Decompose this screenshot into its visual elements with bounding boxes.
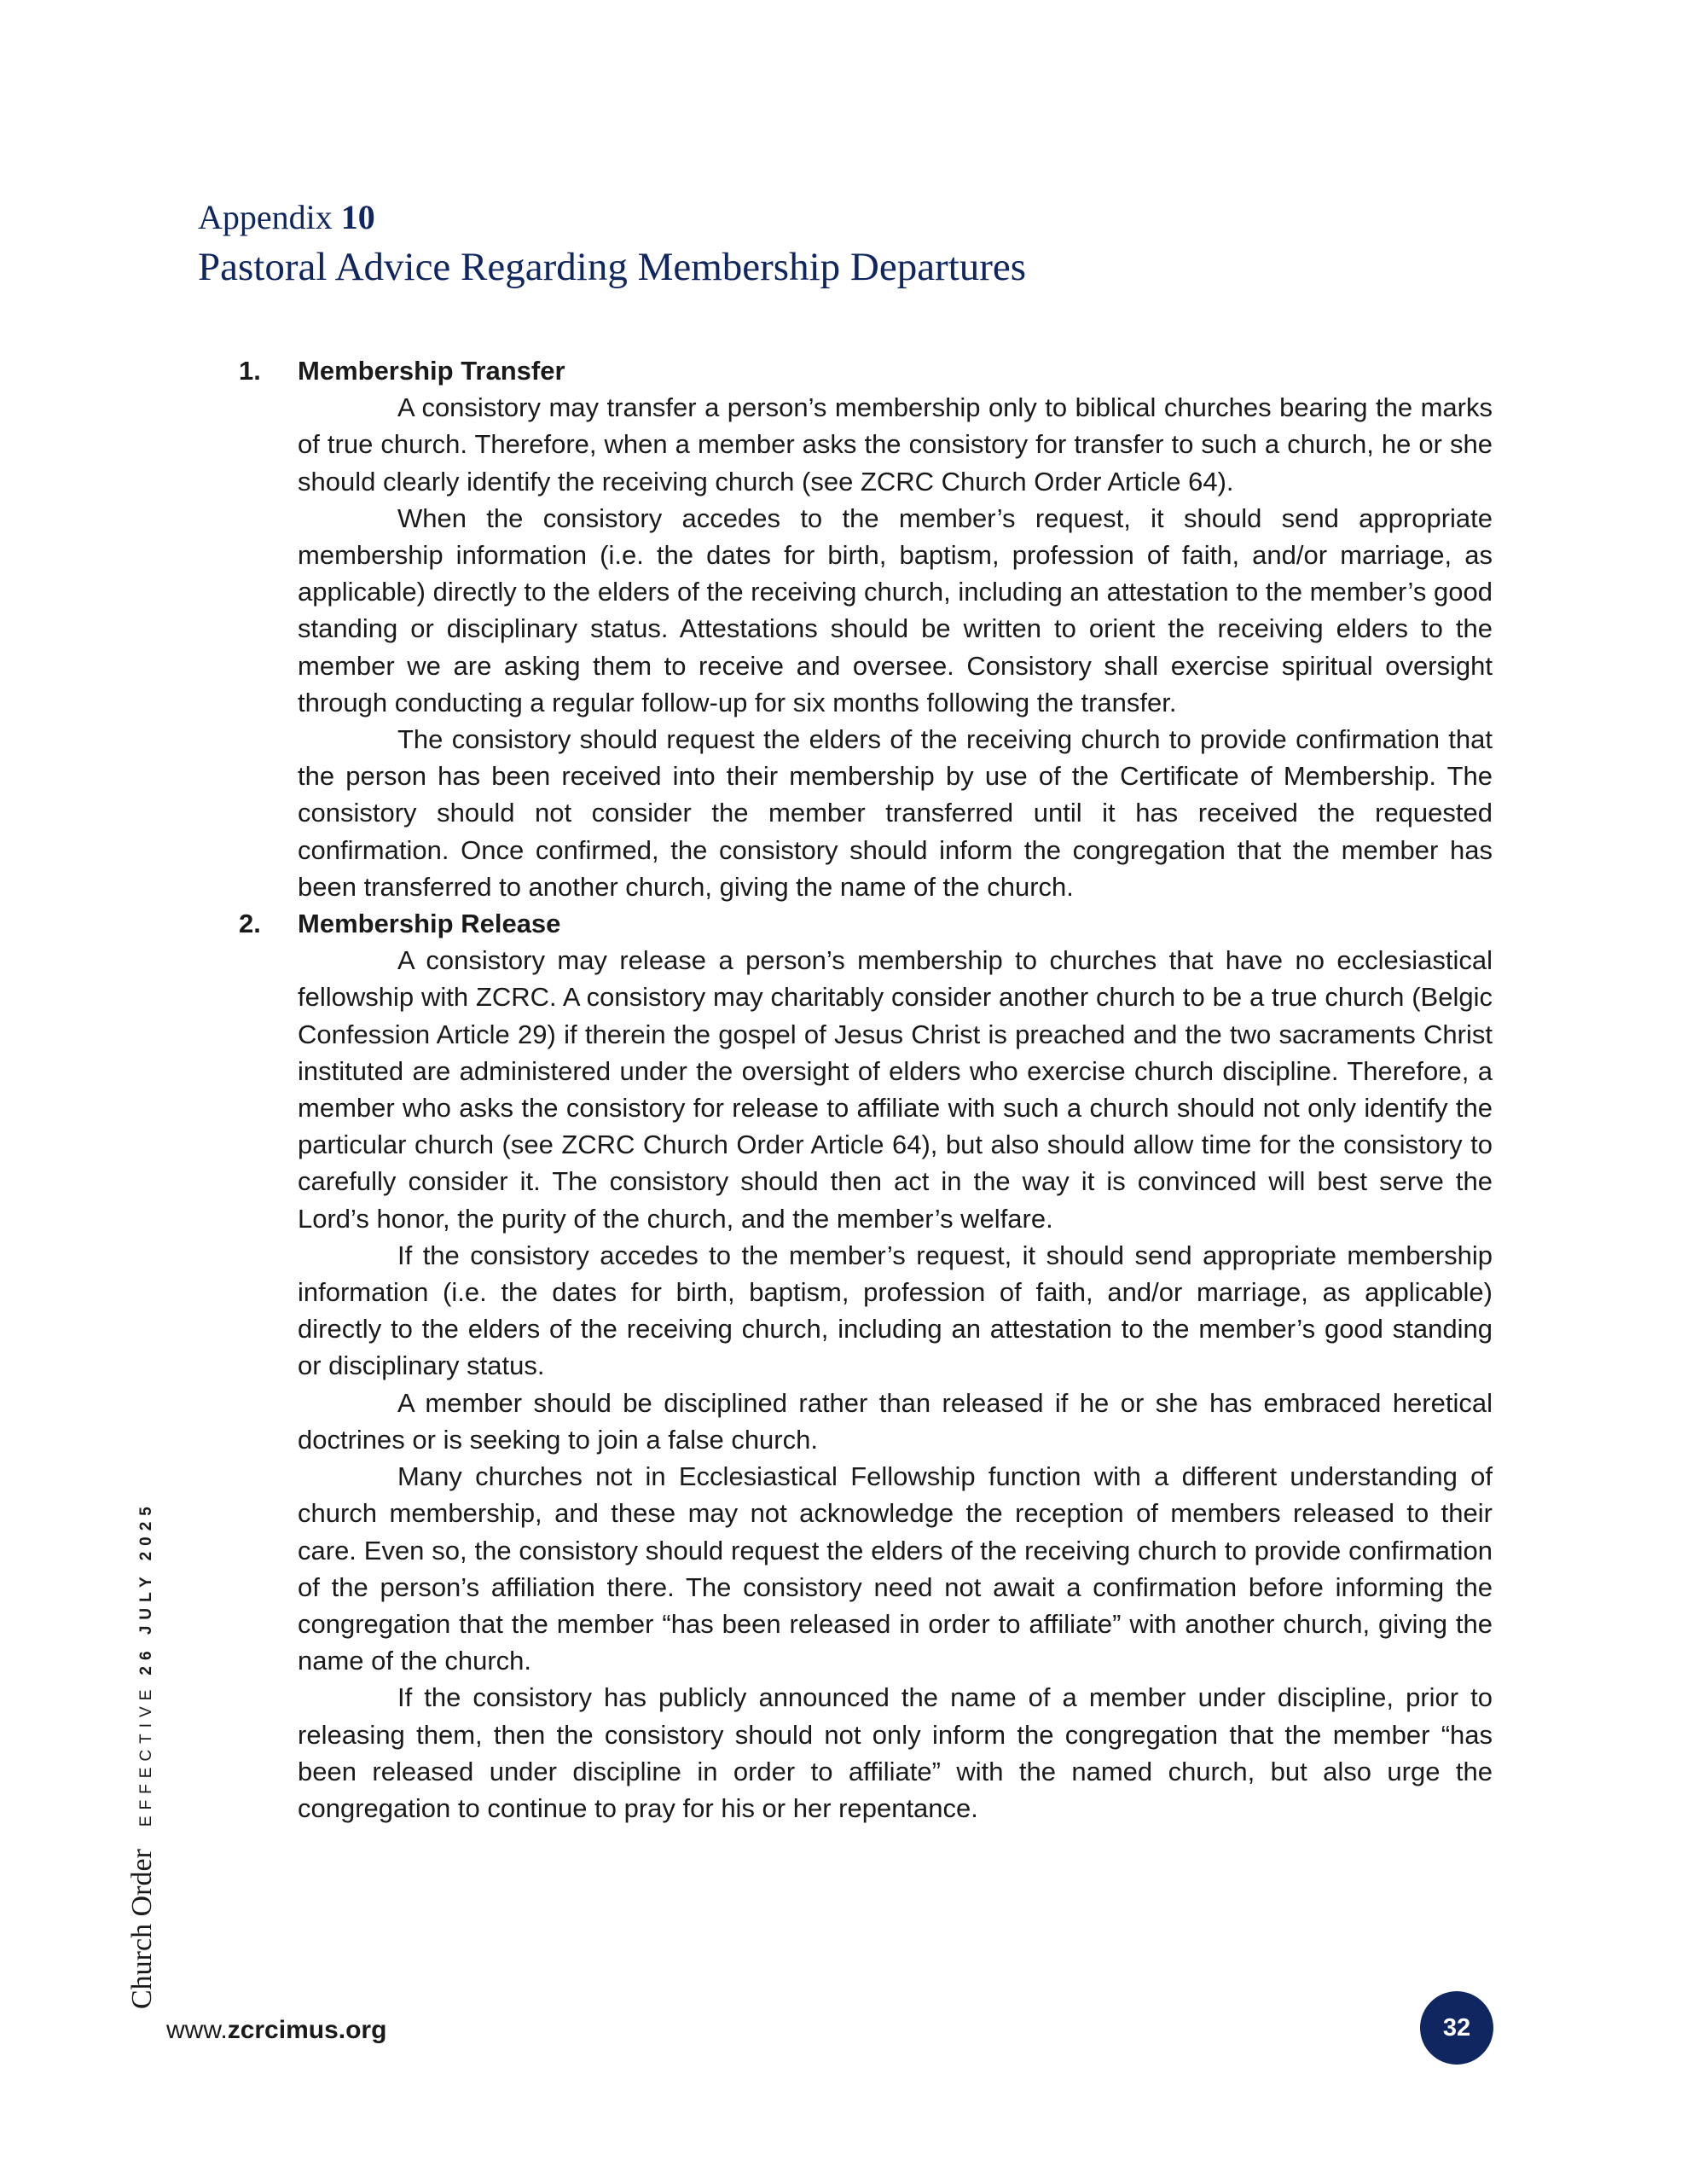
paragraph: A consistory may transfer a person’s membership only to biblical churches bearing the marks of true church. Therefore, when a member asks the consistory for transfer to such a church, he or she should clearly identify the receiving church (see ZCRC Church Order Article 64). (298, 392, 1493, 497)
paragraph: Many churches not in Ecclesiastical Fellowship function with a different understanding of church membership, and these may not acknowledge the reception of members released to their care. Even so, the consistory should request the elders of the receiving church to provide confirmation of the person’s affiliation there. The consistory need not await a confirmation before informing the congregation that the member “has been released in order to affiliate” with another church, giving the name of the church. (298, 1461, 1493, 1676)
document-body (239, 352, 1493, 1827)
sidebar-effective-date: 26 JULY 2025 (137, 1501, 155, 1676)
section-body (298, 942, 1493, 1827)
section-heading (239, 352, 1493, 389)
paragraph: If the consistory accedes to the member’s request, it should send appropriate membership information (i.e. the dates for birth, baptism, profession of faith, and/or marriage, as applicable) directly to the elders of the receiving church, including an attestation to the member’s good standing or disciplinary status. (298, 1240, 1493, 1381)
url-prefix: www. (166, 2016, 228, 2044)
paragraph: A member should be disciplined rather than released if he or she has embraced heretical doctrines or is seeking to join a false church. (298, 1387, 1493, 1455)
appendix-word: Appendix (198, 198, 333, 236)
section-membership-transfer (239, 352, 1493, 905)
paragraph: When the consistory accedes to the member’s request, it should send appropriate membership information (i.e. the dates for birth, baptism, profession of faith, and/or marriage, as applicable) directly to the elders of the receiving church, including an attestation to the member’s good standing or disciplinary status. Attestations should be written to orient the receiving elders to the member we are asking them to receive and oversee. Consistory shall exercise spiritual oversight through conducting a regular follow-up for six months following the transfer. (298, 502, 1493, 717)
section-heading (239, 905, 1493, 942)
paragraph: A consistory may release a person’s membership to churches that have no ecclesiastical fellowship with ZCRC. A consistory may charitably consider another church to be a true church (Belgic Confession Article 29) if therein the gospel of Jesus Christ is preached and the two sacraments Christ instituted are administered under the oversight of elders who exercise church discipline. Therefore, a member who asks the consistory for release to affiliate with such a church should not only identify the particular church (see ZCRC Church Order Article 64), but also should allow time for the consistory to carefully consider it. The consistory should then act in the way it is convinced will best serve the Lord’s honor, the purity of the church, and the member’s welfare. (298, 945, 1493, 1234)
section-number: 2. (239, 909, 261, 939)
sidebar-effective-label: EFFECTIVE (137, 1683, 155, 1827)
section-title: Membership Transfer (298, 356, 565, 386)
page-number-badge (1420, 1991, 1493, 2065)
footer-website-link[interactable] (166, 2016, 386, 2045)
section-title: Membership Release (298, 909, 561, 939)
section-membership-release (239, 905, 1493, 1827)
section-number: 1. (239, 356, 261, 386)
sidebar-brand: Church Order (126, 1849, 158, 2009)
appendix-number: 10 (340, 198, 375, 236)
url-domain: zcrcimus.org (227, 2016, 387, 2044)
paragraph: The consistory should request the elders of the receiving church to provide confirmation that the person has been received into their membership by use of the Certificate of Membership. The consistory should not consider the member transferred until it has received the requested confirmation. Once confirmed, the consistory should inform the congregation that the member has been transferred to another church, giving the name of the church. (298, 724, 1493, 902)
section-body (298, 389, 1493, 905)
page-number: 32 (1442, 2013, 1471, 2042)
paragraph: If the consistory has publicly announced the name of a member under discipline, prior to releasing them, then the consistory should not only inform the congregation that the member “has been released under discipline in order to affiliate” with the named church, but also urge the congregation to continue to pray for his or her repentance. (298, 1682, 1493, 1823)
page-title: Pastoral Advice Regarding Membership Departures (198, 245, 1027, 289)
vertical-sidebar-label (126, 1501, 159, 2009)
appendix-label (198, 195, 1026, 241)
page-header (198, 195, 1026, 293)
